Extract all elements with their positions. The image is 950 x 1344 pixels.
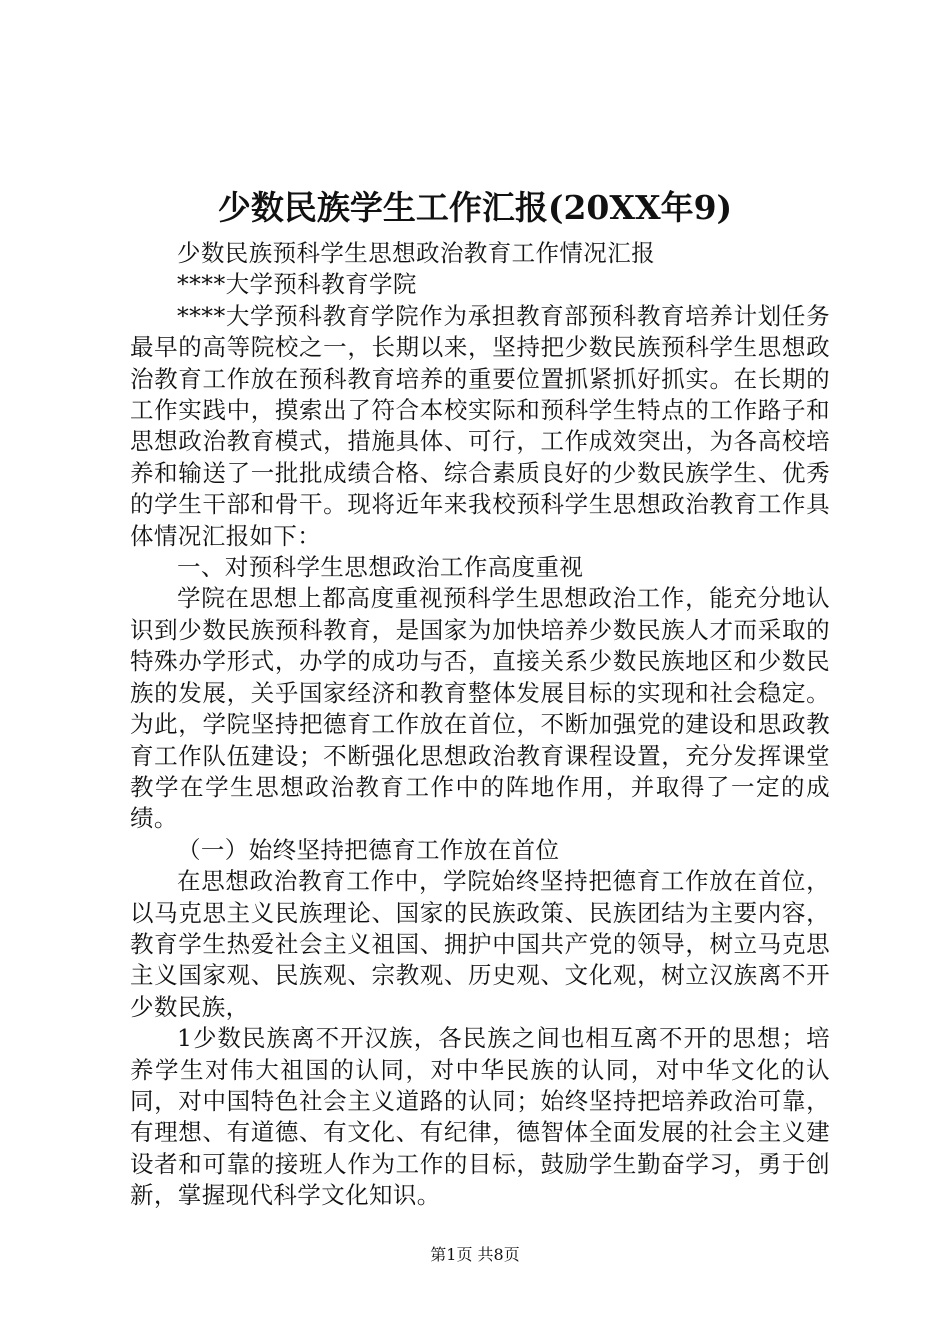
- page-number-footer: 第1页 共8页: [430, 1245, 520, 1264]
- institution-name: ****大学预科教育学院: [177, 270, 417, 299]
- body-paragraph: 1少数民族离不开汉族，各民族之间也相互离不开的思想；培养学生对伟大祖国的认同，对中华民族的认同，对中华文化的认同，对中国特色社会主义道路的认同；始终坚持把培养政治可靠，有理想、有道德、有文化、有纪律，德智体全面发展的社会主义建设者和可靠的接班人作为工作的目标，鼓励学生勤奋学习，勇于创新，掌握现代科学文化知识。: [130, 1024, 830, 1210]
- section-heading: 一、对预科学生思想政治工作高度重视: [177, 553, 584, 582]
- body-paragraph: 在思想政治教育工作中，学院始终坚持把德育工作放在首位，以马克思主义民族理论、国家的民族政策、民族团结为主要内容，教育学生热爱社会主义祖国、拥护中国共产党的领导，树立马克思主义国家观、民族观、宗教观、历史观、文化观，树立汉族离不开少数民族，: [130, 867, 830, 1021]
- body-paragraph: 学院在思想上都高度重视预科学生思想政治工作，能充分地认识到少数民族预科教育，是国家为加快培养少数民族人才而采取的特殊办学形式，办学的成功与否，直接关系少数民族地区和少数民族的发展，关乎国家经济和教育整体发展目标的实现和社会稳定。为此，学院坚持把德育工作放在首位，不断加强党的建设和思政教育工作队伍建设；不断强化思想政治教育课程设置，充分发挥课堂教学在学生思想政治教育工作中的阵地作用，并取得了一定的成绩。: [130, 584, 830, 833]
- document-body: [130, 238, 830, 1212]
- subsection-heading: （一）始终坚持把德育工作放在首位: [177, 835, 560, 864]
- report-subtitle: 少数民族预科学生思想政治教育工作情况汇报: [177, 239, 655, 267]
- document-title: 少数民族学生工作汇报(20XX年9): [217, 188, 733, 227]
- body-paragraph: ****大学预科教育学院作为承担教育部预科教育培养计划任务最早的高等院校之一，长期以来，坚持把少数民族预科学生思想政治教育工作放在预科教育培养的重要位置抓紧抓好抓实。在长期的工作实践中，摸索出了符合本校实际和预科学生特点的工作路子和思想政治教育模式，措施具体、可行，工作成效突出，为各高校培养和输送了一批批成绩合格、综合素质良好的少数民族学生、优秀的学生干部和骨干。现将近年来我校预科学生思想政治教育工作具体情况汇报如下：: [130, 301, 830, 550]
